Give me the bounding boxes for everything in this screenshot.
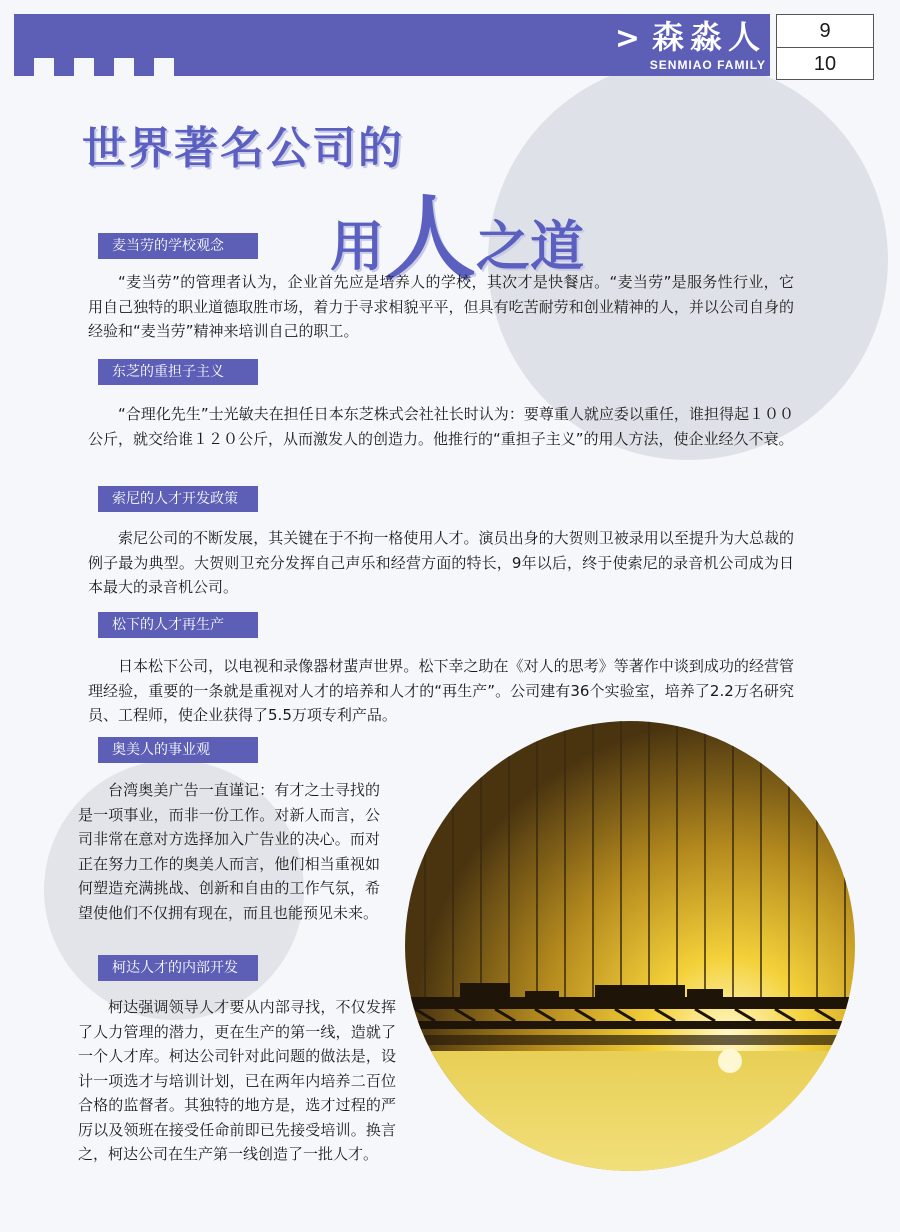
- bridge-sunset-photo: [405, 721, 855, 1171]
- chevron-right-icon: >: [614, 21, 646, 56]
- page-number-left: 9: [777, 15, 873, 48]
- title-line-1: 世界著名公司的: [82, 123, 404, 174]
- section-body: 索尼公司的不断发展，其关键在于不拘一格使用人才。演员出身的大贺则卫被录用以至提升为大总裁的例子最为典型。大贺则卫充分发挥自己声乐和经营方面的特长，9年以后，终于使索尼的录音机公司成为日本最大的录音机公司。: [88, 529, 794, 596]
- section-heading: 奥美人的事业观: [98, 737, 258, 763]
- section-heading: 松下的人才再生产: [98, 612, 258, 638]
- section-heading: 柯达人才的内部开发: [98, 955, 258, 981]
- header-teeth: [14, 58, 184, 78]
- page-number-box: [776, 14, 874, 80]
- title-line-2: 用人之道: [330, 186, 585, 293]
- section-heading: 东芝的重担子主义: [98, 359, 258, 385]
- section-body: 柯达强调领导人才要从内部寻找，不仅发挥了人力管理的潜力，更在生产的第一线，造就了一个人才库。柯达公司针对此问题的做法是，设计一项选才与培训计划，已在两年内培养二百位合格的监督者。其独特的地方是，选才过程的严厉以及领班在接受任命前即已先接受培训。换言之，柯达公司在生产第一线创造了一批人才。: [78, 998, 396, 1163]
- brand: [615, 20, 766, 72]
- page-number-right: 10: [813, 53, 837, 75]
- brand-english: SENMIAO FAMILY: [649, 58, 766, 72]
- section-heading: 索尼的人才开发政策: [98, 486, 258, 512]
- section-body: 台湾奥美广告一直谨记：有才之士寻找的是一项事业，而非一份工作。对新人而言，公司非常在意对方选择加入广告业的决心。而对正在努力工作的奥美人而言，他们相当重视如何塑造充满挑战、创新和自由的工作气氛，希望使他们不仅拥有现在，而且也能预见未来。: [78, 781, 380, 922]
- section-body: “合理化先生”士光敏夫在担任日本东芝株式会社社长时认为：要尊重人就应委以重任，谁担得起１００公斤，就交给谁１２０公斤，从而激发人的创造力。他推行的“重担子主义”的用人方法，使企业经久不衰。: [88, 405, 794, 448]
- section-body: 日本松下公司，以电视和录像器材蜚声世界。松下幸之助在《对人的思考》等著作中谈到成功的经营管理经验，重要的一条就是重视对人才的培养和人才的“再生产”。公司建有36个实验室，培养了2.2万名研究员、工程师，使企业获得了5.5万项专利产品。: [88, 657, 794, 724]
- brand-name: 森淼人: [651, 18, 766, 56]
- section-heading: 麦当劳的学校观念: [98, 233, 258, 259]
- section-body: “麦当劳”的管理者认为，企业首先应是培养人的学校，其次才是快餐店。“麦当劳”是服务性行业，它用自己独特的职业道德取胜市场，着力于寻求相貌平平，但具有吃苦耐劳和创业精神的人，并以公司自身的经验和“麦当劳”精神来培训自己的职工。: [88, 273, 794, 340]
